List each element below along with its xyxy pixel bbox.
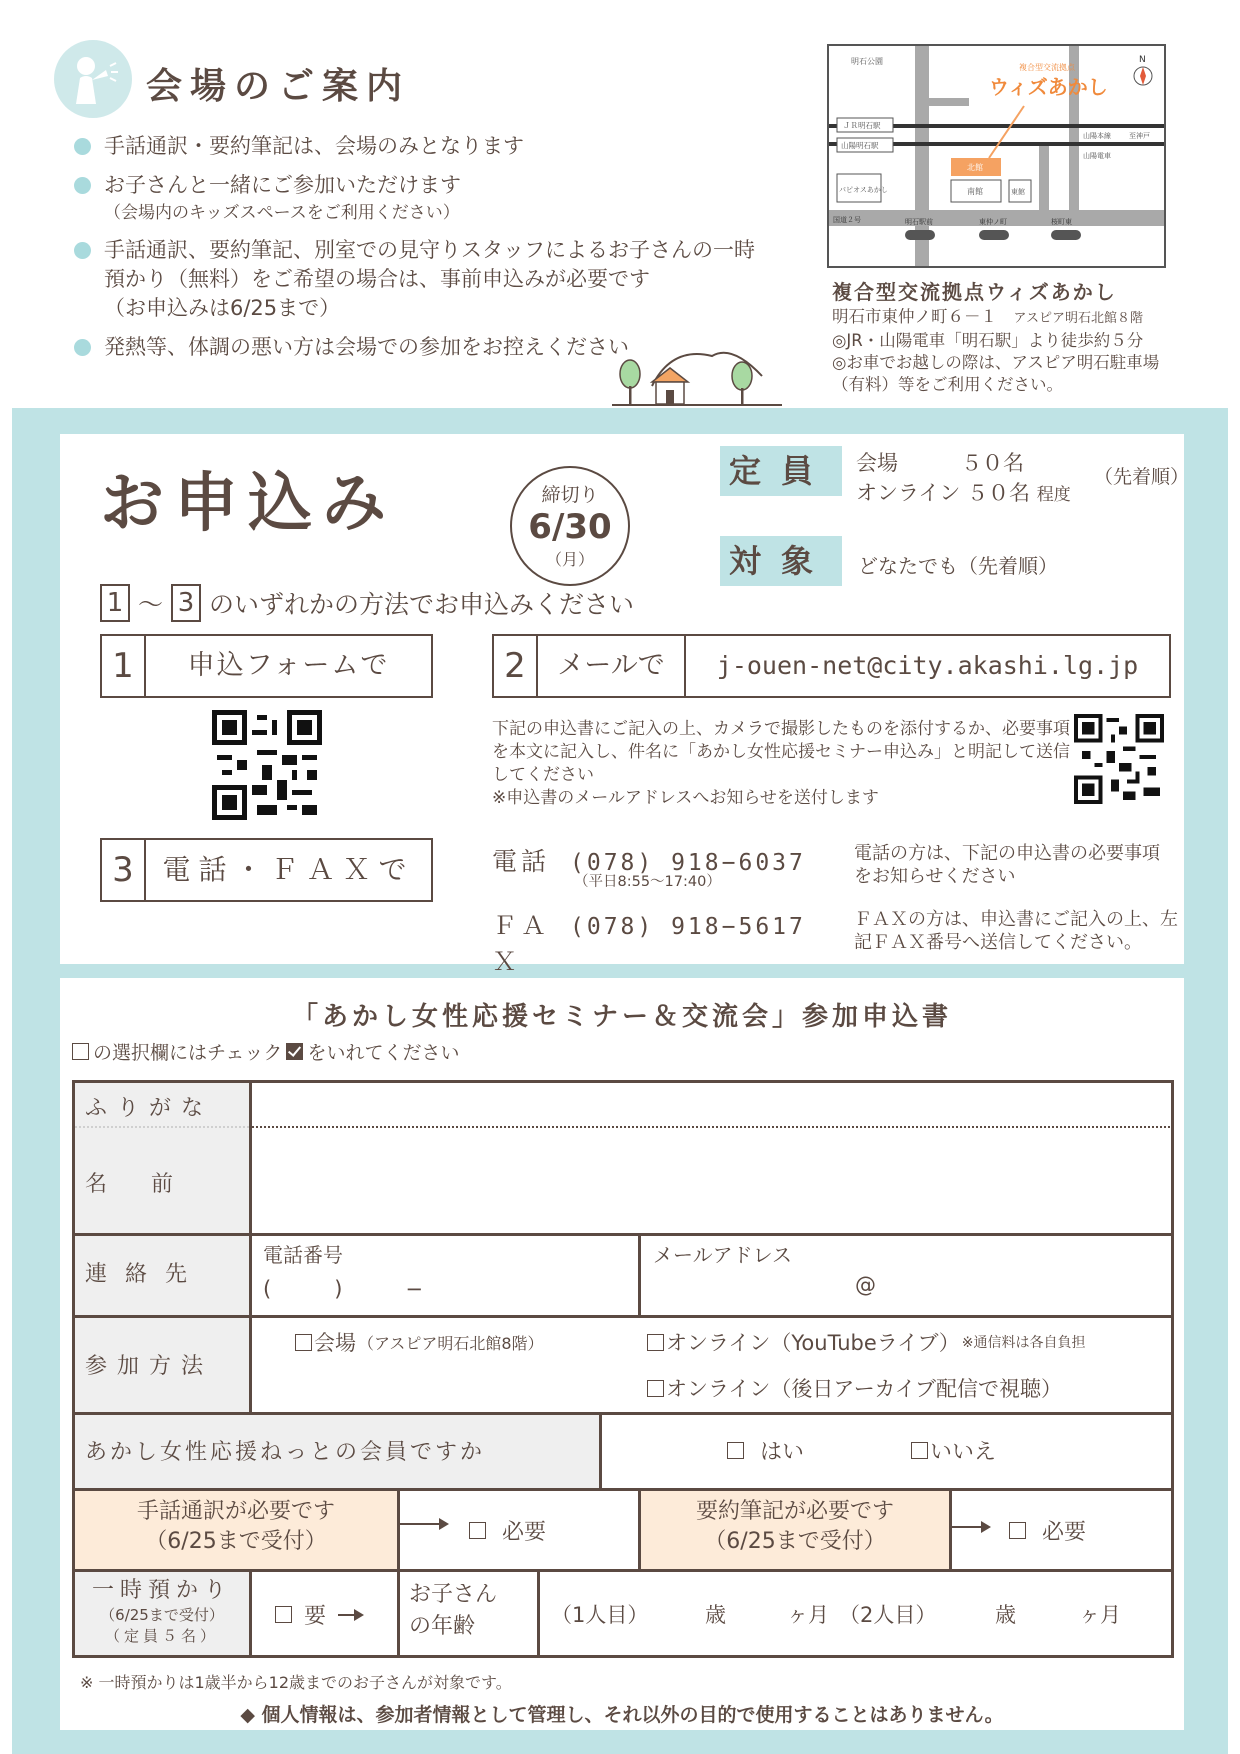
method-from-number: 1 xyxy=(100,584,130,622)
deadline-date: 6/30 xyxy=(528,507,612,547)
childcare-label xyxy=(75,1573,249,1646)
map-brand: ウィズあかし xyxy=(989,75,1108,99)
bullet-subtext: （会場内のキッズスペースをご利用ください） xyxy=(104,203,460,223)
checkbox-member-no[interactable] xyxy=(911,1442,928,1459)
method-to-number: 3 xyxy=(171,584,201,622)
phone-field[interactable]: ( ) − xyxy=(263,1277,423,1301)
checkbox-childcare[interactable] xyxy=(275,1606,292,1623)
bullet-dot-icon xyxy=(74,339,91,356)
sign-language-need[interactable] xyxy=(469,1515,546,1546)
member-yes[interactable] xyxy=(727,1435,804,1466)
option-venue-label: 会場 xyxy=(314,1331,356,1355)
summary-writing-need[interactable] xyxy=(1009,1515,1086,1546)
method-row-label: 参加方法 xyxy=(85,1354,214,1379)
capacity-approx: 程度 xyxy=(1036,485,1071,505)
child-age-title-2: の年齢 xyxy=(409,1614,476,1639)
list-item xyxy=(72,132,792,161)
phone-number[interactable]: (078) 918−6037 xyxy=(570,850,806,876)
member-no[interactable] xyxy=(911,1435,996,1466)
option-live-note: ※通信料は各自負担 xyxy=(961,1335,1086,1351)
member-no-label: いいえ xyxy=(930,1440,997,1465)
checkbox-online-live[interactable] xyxy=(647,1334,664,1351)
map-label-park: 明石公園 xyxy=(851,57,883,66)
sign-language-title: 手話通訳が必要です xyxy=(136,1499,335,1524)
method-label: 電話・ＦＡＸで xyxy=(162,853,415,886)
map-label-kita: 北館 xyxy=(967,163,983,172)
checkbox-sign-language[interactable] xyxy=(469,1522,486,1539)
capacity-first-come: （先着順） xyxy=(1094,466,1190,488)
mail-instructions: 下記の申込書にご記入の上、カメラで撮影したものを添付するか、必要事項を本文に記入し、件名に「あかし女性応援セミナー申込み」と明記して送信してください xyxy=(492,719,1070,785)
method-number: 2 xyxy=(494,636,538,696)
method-form-box xyxy=(100,634,433,698)
map-label-dentetsu: 山陽電車 xyxy=(1083,152,1111,160)
method-instruction xyxy=(100,584,634,622)
venue-bullet-list xyxy=(72,132,792,372)
phone-hours: （平日8:55～17:40） xyxy=(574,874,721,890)
bullet-text: お子さんと一緒にご参加いただけます xyxy=(104,173,461,197)
arrow-right-icon xyxy=(951,1515,991,1540)
bullet-text: 手話通訳・要約筆記は、会場のみとなります xyxy=(104,134,524,158)
fax-label: ＦＡＸ xyxy=(492,911,551,976)
deadline-label: 締切り xyxy=(541,484,599,506)
list-item xyxy=(72,236,772,323)
email-field[interactable]: @ xyxy=(855,1273,876,1297)
venue-access-train: ◎JR・山陽電車「明石駅」より徒歩約５分 xyxy=(832,331,1144,350)
option-live-label: オンライン（YouTubeライブ） xyxy=(666,1331,960,1355)
fax-row xyxy=(492,906,806,978)
childcare-deadline: （6/25まで受付） xyxy=(100,1606,224,1624)
venue-name: 複合型交流拠点ウィズあかし xyxy=(832,280,1117,304)
map-label-jr: ＪＲ明石駅 xyxy=(843,121,881,130)
childcare-capacity: （定員５名） xyxy=(104,1627,219,1645)
method-label: メールで xyxy=(538,636,686,696)
checkbox-summary-writing[interactable] xyxy=(1009,1522,1026,1539)
summary-writing-label xyxy=(641,1497,949,1557)
summary-writing-deadline: （6/25まで受付） xyxy=(704,1529,886,1554)
arrow-right-icon xyxy=(338,1608,364,1622)
check-instruction-b: をいれてください xyxy=(307,1042,460,1064)
childcare-footnote: ※ 一時預かりは1歳半から12歳までのお子さんが対象です。 xyxy=(80,1673,512,1692)
child2-label: （2人目） xyxy=(839,1603,937,1627)
child1-label: （1人目） xyxy=(551,1603,649,1627)
child2-years[interactable]: 歳 xyxy=(995,1603,1016,1627)
map-label-station3: 桜町東 xyxy=(1051,218,1072,226)
bullet-dot-icon xyxy=(74,138,91,155)
option-venue-note: （アスピア明石北館8階） xyxy=(358,1333,544,1353)
member-yes-label: はい xyxy=(760,1440,805,1465)
map-label-honsen: 山陽本線 xyxy=(1083,132,1111,140)
form-title: 「あかし女性応援セミナー＆交流会」参加申込書 xyxy=(291,1002,952,1032)
form-qr-code-icon[interactable] xyxy=(212,710,322,820)
list-item xyxy=(72,171,792,226)
name-label: 名 前 xyxy=(85,1172,174,1197)
map-label-minami: 南館 xyxy=(967,187,983,196)
sign-language-deadline: （6/25まで受付） xyxy=(145,1529,327,1554)
capacity-venue: 会場 ５０名 xyxy=(856,451,1024,475)
furigana-label: ふりがな xyxy=(85,1096,214,1121)
method-phone-fax-box xyxy=(100,838,433,902)
bullet-text: 発熱等、体調の悪い方は会場での参加をお控えください xyxy=(104,335,629,359)
mail-notice: ※申込書のメールアドレスへお知らせを送付します xyxy=(492,788,879,808)
child-age-label xyxy=(409,1579,497,1643)
mail-address-link[interactable]: j-ouen-net@city.akashi.lg.jp xyxy=(716,651,1139,680)
phone-note: 電話の方は、下記の申込書の必要事項をお知らせください xyxy=(854,843,1160,887)
deadline-badge xyxy=(510,466,630,586)
arrow-right-icon xyxy=(399,1515,449,1536)
summary-writing-need-label: 必要 xyxy=(1042,1520,1087,1545)
application-form xyxy=(72,1080,1174,1658)
bullet-dot-icon xyxy=(74,242,91,259)
email-field-label: メールアドレス xyxy=(653,1243,792,1267)
map-label-sanyo: 山陽明石駅 xyxy=(841,141,879,150)
houses-illustration-icon xyxy=(612,346,782,410)
child-age-title-1: お子さん xyxy=(409,1582,498,1607)
phone-label: 電話 xyxy=(492,847,551,876)
mail-qr-code-icon[interactable] xyxy=(1074,714,1164,804)
venue-header-icon xyxy=(54,40,132,118)
venue-address-floor: アスピア明石北館８階 xyxy=(1013,311,1143,326)
furigana-field[interactable] xyxy=(251,1085,1171,1125)
method-text: のいずれかの方法でお申込みください xyxy=(209,590,635,619)
method-label: 申込フォームで xyxy=(187,650,390,681)
map-label-pios: パピオスあかし xyxy=(839,186,888,194)
phone-field-label: 電話番号 xyxy=(263,1243,343,1267)
childcare-require-label: 要 xyxy=(304,1604,327,1629)
sign-language-label xyxy=(75,1497,397,1557)
target-text: どなたでも（先着順） xyxy=(858,554,1058,578)
checkbox-online-archive[interactable] xyxy=(647,1380,664,1397)
map-label-route2: 国道２号 xyxy=(833,216,861,224)
sign-language-need-label: 必要 xyxy=(502,1520,547,1545)
venue-details xyxy=(832,306,1172,396)
check-instruction xyxy=(72,1038,459,1065)
capacity-online: オンライン ５０名 xyxy=(856,481,1031,505)
target-tag: 対象 xyxy=(720,536,842,586)
map-label-station1: 明石駅前 xyxy=(905,218,933,226)
mail-description xyxy=(492,718,1072,810)
member-question: あかし女性応援ねっとの会員ですか xyxy=(85,1440,486,1465)
apply-title: お申込み xyxy=(100,467,396,541)
summary-writing-title: 要約筆記が必要です xyxy=(695,1499,894,1524)
child2-months[interactable]: ヶ月 xyxy=(1079,1603,1121,1627)
checkmark-sample-icon xyxy=(286,1043,303,1060)
checkbox-venue[interactable] xyxy=(295,1334,312,1351)
checkbox-member-yes[interactable] xyxy=(727,1442,744,1459)
method-mail-box xyxy=(492,634,1171,698)
venue-map xyxy=(827,44,1166,268)
capacity-text xyxy=(856,448,1071,510)
deadline-weekday: （月） xyxy=(545,550,594,569)
map-brand-small: 複合型交流拠点 xyxy=(1019,63,1075,72)
map-north: N xyxy=(1139,55,1146,65)
child1-years[interactable]: 歳 xyxy=(705,1603,726,1627)
capacity-tag: 定員 xyxy=(720,446,842,496)
check-instruction-a: の選択欄にはチェック xyxy=(93,1042,283,1064)
map-label-kobe: 至神戸 xyxy=(1129,132,1150,140)
name-field[interactable] xyxy=(251,1129,1171,1231)
childcare-title: 一時預かり xyxy=(91,1578,232,1603)
method-number: 3 xyxy=(102,840,146,900)
fax-number: (078) 918−5617 xyxy=(570,914,806,940)
bullet-subtext: （お申込みは6/25まで） xyxy=(104,296,341,320)
option-online-archive[interactable] xyxy=(647,1373,1062,1403)
checkbox-sample-icon xyxy=(72,1043,89,1060)
fax-note: ＦＡＸの方は、申込書にご記入の上、左記ＦＡＸ番号へ送信してください。 xyxy=(854,909,1178,953)
map-label-station2: 東仲ノ町 xyxy=(979,218,1007,226)
venue-section-title: 会場のご案内 xyxy=(146,66,411,107)
privacy-notice: ◆ 個人情報は、参加者情報として管理し、それ以外の目的で使用することはありません。 xyxy=(240,1704,1004,1726)
bullet-dot-icon xyxy=(74,177,91,194)
venue-access-car: ◎お車でお越しの際は、アスピア明石駐車場（有料）等をご利用ください。 xyxy=(832,353,1160,394)
method-number: 1 xyxy=(102,636,146,696)
contact-label: 連絡先 xyxy=(85,1262,206,1287)
child1-months[interactable]: ヶ月 xyxy=(787,1603,829,1627)
option-archive-label: オンライン（後日アーカイブ配信で視聴） xyxy=(666,1377,1063,1401)
option-online-live[interactable] xyxy=(647,1327,1085,1357)
method-tilde: ～ xyxy=(138,590,164,619)
childcare-require[interactable] xyxy=(275,1599,364,1630)
option-venue[interactable] xyxy=(295,1327,544,1357)
venue-address: 明石市東仲ノ町６－１ xyxy=(832,307,997,326)
map-label-higashi: 東館 xyxy=(1011,188,1025,196)
bullet-text: 手話通訳、要約筆記、別室での見守りスタッフによるお子さんの一時預かり（無料）をご希望の場合は、事前申込みが必要です xyxy=(104,238,755,291)
